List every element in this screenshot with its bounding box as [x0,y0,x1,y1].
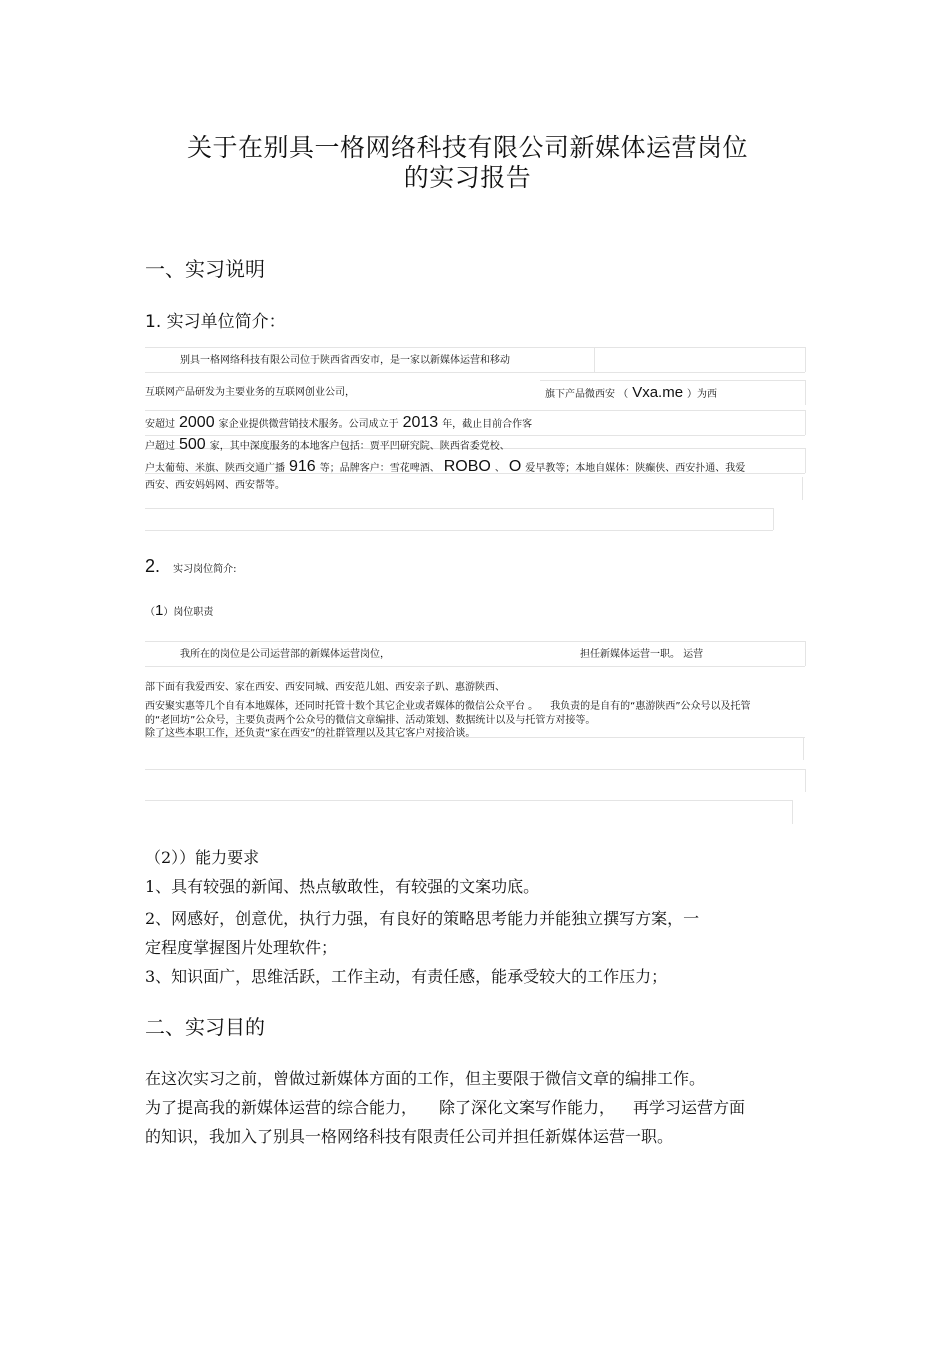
item1-number: 1 [155,602,164,619]
intro-line5 [145,458,745,476]
duty-text: 西安聚实惠等几个自有本地媒体，还同时托管十数个其它企业或者媒体的微信公众平台 。 [145,701,539,712]
grid-line [805,769,806,792]
intro-text: 、 [494,463,505,474]
intro-line2: 互联网产品研发为主要业务的互联网创业公司， [145,387,355,398]
grid-line [803,737,804,760]
intro-line1: 别具一格网络科技有限公司位于陕西省西安市，是一家以新媒体运营和移动 [180,355,510,366]
purpose-text: 为了提高我的新媒体运营的综合能力， [145,1098,418,1117]
purpose-line2 [145,1095,745,1118]
grid-line [792,800,793,824]
grid-line [145,410,805,411]
grid-line [805,448,806,473]
grid-line [145,641,805,642]
item1-heading [145,602,213,619]
intro-line6: 西安、西安妈妈网、西安帮等。 [145,480,285,491]
brand-o: O [508,458,522,475]
grid-line [805,380,806,405]
intro-text: 等；品牌客户：雪花啤酒、 [319,463,440,474]
duty-line3 [145,697,751,712]
cooperating-clients: 500 [179,436,206,453]
grid-line [145,769,805,770]
report-title-line2: 的实习报告 [403,163,532,192]
duty-text: 我负责的是自有的“惠游陕西”公众号以及托管 [550,701,751,712]
product-suffix: ）为西 [687,389,718,400]
product-name: 旗下产品微西安 （ [545,389,629,400]
purpose-line3: 的知识，我加入了别具一格网络科技有限责任公司并担任新媒体运营一职。 [145,1127,674,1146]
purpose-text: 再学习运营方面 [633,1098,746,1117]
grid-line [773,508,774,530]
grid-line [805,347,806,372]
requirement-2b: 定程度掌握图片处理软件； [145,938,338,957]
duty-line2: 部下面有我爱西安、家在西安、西安同城、西安范儿姐、西安亲子趴、惠游陕西、 [145,682,505,693]
radio-frequency: 916 [289,458,316,475]
duty-line1a: 我所在的岗位是公司运营部的新媒体运营岗位， [180,649,390,660]
intro-line3 [145,414,532,432]
sub2-number: 2. [145,556,161,576]
item1-paren: （ [145,607,155,618]
grid-line [802,477,803,500]
intro-text: 户超过 [145,441,175,452]
requirement-1: 1、具有较强的新闻、热点敏敢性，有较强的文案功底。 [145,877,540,896]
intro-line4 [145,436,510,454]
grid-line [145,666,805,667]
grid-line [594,347,595,372]
intro-text: 爱早教等；本地自媒体：陕癫侠、西安扑通、我爱 [525,463,746,474]
intro-text: 户太葡萄、米旗、陕西交通广播 [145,463,285,474]
sub2-heading [145,556,236,577]
duty-line1b: 担任新媒体运营一职。 运营 [580,649,704,660]
intro-text: 家企业提供微营销技术服务。公司成立于 [218,419,399,430]
requirement-3: 3、知识面广，思维活跃，工作主动，有责任感，能承受较大的工作压力； [145,967,668,986]
grid-line [145,508,773,509]
duty-line5: 除了这些本职工作，还负责“家在西安”的社群管理以及其它客户对接洽谈。 [145,728,476,739]
requirement-2a: 2、网感好，创意优，执行力强，有良好的策略思考能力并能独立撰写方案，一 [145,909,700,928]
grid-line [145,347,805,348]
report-title-line1: 关于在别具一格网络科技有限公司新媒体运营岗位 [186,133,748,162]
client-count: 2000 [179,414,215,431]
item2-heading: （2））能力要求 [145,848,260,867]
grid-line [145,372,805,373]
purpose-text: 除了深化文案写作能力， [439,1098,616,1117]
grid-line [540,380,805,381]
intro-text: 年，截止目前合作客 [442,419,533,430]
grid-line [145,800,793,801]
intro-text: 家，其中深度服务的本地客户包括：贾平凹研究院、陕西省委党校、 [209,441,510,452]
grid-line [805,410,806,435]
sub1-heading: 1. 实习单位简介： [145,312,286,332]
item1-label: ）岗位职责 [163,607,214,618]
intro-line2-right [545,384,717,401]
founded-year: 2013 [402,414,439,431]
section1-heading: 一、实习说明 [145,257,265,281]
sub2-title: 实习岗位简介: [173,564,237,575]
grid-line [145,530,773,531]
purpose-line1: 在这次实习之前，曾做过新媒体方面的工作，但主要限于微信文章的编排工作。 [145,1069,706,1088]
duty-line4: 的“老回坊”公众号，主要负责两个公众号的微信文章编排、活动策划、数据统计以及与托管方对接等。 [145,715,596,726]
grid-line [805,641,806,666]
section2-heading: 二、实习目的 [145,1015,265,1039]
brand-robo: ROBO [443,458,491,475]
intro-text: 安超过 [145,419,175,430]
product-domain: Vxa.me [632,384,684,401]
